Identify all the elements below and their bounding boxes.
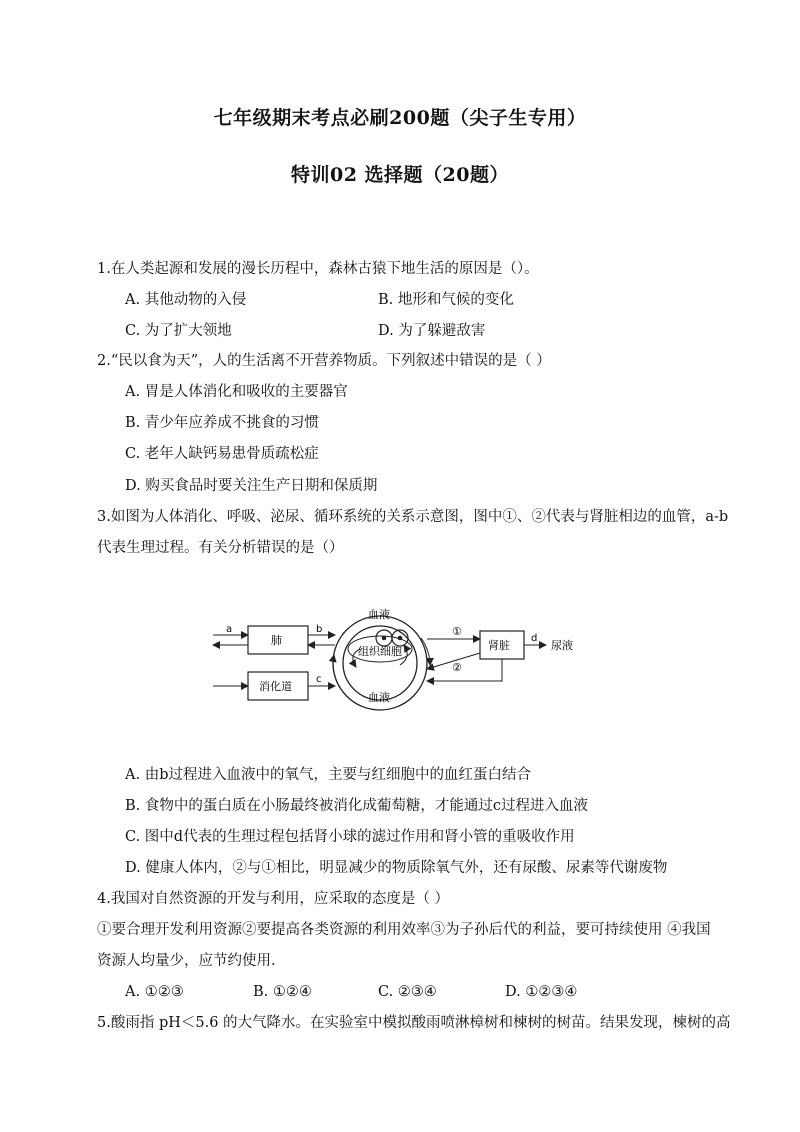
question-3-option-c: C. 图中d代表的生理过程包括肾小球的滤过作用和肾小管的重吸收作用 bbox=[125, 829, 575, 845]
digestive-tract-label: 消化道 bbox=[259, 680, 292, 693]
vessel-1-label: ① bbox=[452, 625, 462, 638]
question-4-stem: 4.我国对自然资源的开发与利用，应采取的态度是（ ） bbox=[97, 891, 449, 907]
question-4-stem-line-2: ①要合理开发利用资源②要提高各类资源的利用效率③为子孙后代的利益，要可持续使用 ④我国 bbox=[97, 922, 711, 938]
question-1-stem: 1.在人类起源和发展的漫长历程中，森林古猿下地生活的原因是（）。 bbox=[97, 261, 539, 277]
question-1-option-a: A. 其他动物的入侵 bbox=[125, 292, 247, 308]
question-3-option-b: B. 食物中的蛋白质在小肠最终被消化成葡萄糖，才能通过c过程进入血液 bbox=[125, 798, 588, 814]
question-4-option-c: C. ②③④ bbox=[378, 984, 437, 1000]
question-2-option-b: B. 青少年应养成不挑食的习惯 bbox=[125, 415, 319, 431]
question-4-option-d: D. ①②③④ bbox=[505, 984, 578, 1000]
question-4-option-b: B. ①②④ bbox=[253, 984, 312, 1000]
question-3-option-a: A. 由b过程进入血液中的氧气，主要与红细胞中的血红蛋白结合 bbox=[125, 767, 531, 783]
label-d: d bbox=[531, 633, 538, 644]
question-4-option-a: A. ①②③ bbox=[125, 984, 184, 1000]
question-3-stem: 3.如图为人体消化、呼吸、泌尿、循环系统的关系示意图，图中①、②代表与肾脏相边的血管，a-b bbox=[97, 509, 729, 525]
question-2-option-a: A. 胃是人体消化和吸收的主要器官 bbox=[125, 384, 348, 400]
question-3-option-d: D. 健康人体内，②与①相比，明显减少的物质除氧气外，还有尿酸、尿素等代谢废物 bbox=[125, 860, 668, 876]
tissue-cells-label: 组织细胞 bbox=[358, 645, 402, 658]
question-3-stem-line-2: 代表生理过程。有关分析错误的是（） bbox=[97, 540, 344, 556]
physiology-diagram bbox=[208, 593, 592, 725]
question-1-option-b: B. 地形和气候的变化 bbox=[378, 292, 514, 308]
kidney-label: 肾脏 bbox=[488, 639, 510, 652]
page-title: 七年级期末考点必刷200题（尖子生专用） bbox=[213, 107, 587, 129]
blood-label-top: 血液 bbox=[368, 608, 390, 621]
label-b: b bbox=[316, 624, 323, 635]
kidney-return-arrow bbox=[427, 659, 502, 681]
page-subtitle: 特训02 选择题（20题） bbox=[291, 164, 509, 186]
cell-nucleus-icon bbox=[382, 636, 387, 641]
question-1-option-d: D. 为了躲避敌害 bbox=[378, 323, 486, 339]
label-c: c bbox=[316, 674, 322, 685]
urine-label: 尿液 bbox=[551, 639, 573, 652]
vessel-2-label: ② bbox=[452, 661, 462, 674]
blood-label-bottom: 血液 bbox=[368, 691, 390, 704]
question-2-option-d: D. 购买食品时要关注生产日期和保质期 bbox=[125, 478, 378, 494]
lung-label: 肺 bbox=[271, 634, 282, 647]
question-4-stem-line-3: 资源人均量少，应节约使用． bbox=[97, 953, 286, 969]
circulation-arrow-left bbox=[333, 655, 340, 688]
cell-nucleus-icon bbox=[398, 636, 403, 641]
question-2-stem: 2.“民以食为天”，人的生活离不开营养物质。下列叙述中错误的是（ ） bbox=[97, 353, 551, 369]
label-a: a bbox=[226, 624, 233, 635]
question-5-stem: 5.酸雨指 pH＜5.6 的大气降水。在实验室中模拟酸雨喷淋樟树和楝树的树苗。结果发现，楝树的高 bbox=[97, 1015, 731, 1031]
question-1-option-c: C. 为了扩大领地 bbox=[125, 323, 232, 339]
question-2-option-c: C. 老年人缺钙易患骨质疏松症 bbox=[125, 446, 319, 462]
